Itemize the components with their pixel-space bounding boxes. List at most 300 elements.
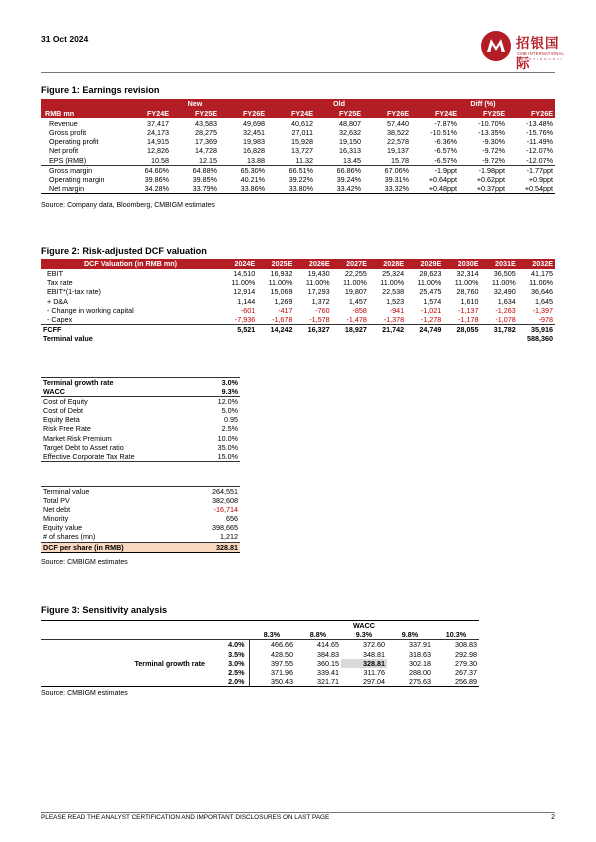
table-cell: 350.43: [249, 677, 295, 687]
fig2-source: Source: CMBIGM estimates: [41, 559, 128, 566]
table-cell: 64.60%: [123, 165, 171, 175]
column-header: FY24E: [123, 109, 171, 119]
table-cell: -7,936: [234, 315, 256, 325]
table-cell: -1,078: [495, 315, 516, 325]
table-cell: 12,914: [233, 287, 256, 297]
row-label: Net profit: [49, 146, 79, 156]
assumption-row: [41, 424, 240, 433]
table-cell: 28,275: [195, 128, 217, 137]
table-cell: +0.62ppt: [476, 175, 505, 185]
fig1-title: Figure 1: Earnings revision: [41, 85, 160, 95]
table-cell: 33.79%: [171, 184, 219, 194]
table-cell: 397.55: [271, 658, 293, 668]
row-label: Gross profit: [49, 128, 87, 137]
column-header: 2028E: [369, 259, 406, 269]
table-cell: 41,175: [531, 269, 553, 278]
table-cell: 12.15: [199, 155, 217, 165]
empty-cell: [41, 650, 209, 659]
table-cell: 33.42%: [315, 184, 363, 194]
table-row: [41, 659, 479, 668]
table-cell: 39.85%: [192, 175, 217, 185]
empty-cell: [41, 677, 209, 687]
table-cell: 267.37: [455, 668, 477, 678]
column-header: FY25E: [459, 109, 507, 119]
table-cell: 49,698: [243, 118, 265, 128]
table-cell: -1,378: [383, 315, 405, 325]
table-cell: 22,578: [387, 137, 409, 147]
assumption-label: Market Risk Premium: [43, 433, 112, 443]
table-cell: 48,807: [339, 118, 361, 128]
table-row: [41, 137, 555, 146]
table-row: [41, 640, 479, 650]
table-cell: 279.30: [455, 658, 477, 668]
table-row: [41, 269, 555, 278]
table-cell: 348.81: [363, 649, 385, 659]
table-cell: 18,927: [332, 325, 369, 335]
empty-cell: [41, 630, 209, 640]
row-label: EBIT*(1-tax rate): [47, 287, 101, 297]
table-cell: -1,263: [495, 305, 516, 315]
table-cell: 15,069: [270, 287, 293, 297]
table-row: [41, 650, 479, 659]
table-cell: 67.06%: [363, 165, 411, 175]
table-row: [41, 278, 555, 287]
table-cell: 17,293: [307, 287, 330, 297]
table-cell: 21,742: [369, 325, 406, 335]
table-cell: 302.18: [409, 658, 431, 668]
table-cell: 25,324: [382, 269, 405, 278]
column-header: FY25E: [315, 109, 363, 119]
table-cell: -9.72%: [482, 155, 505, 165]
table-cell: 13.88: [247, 155, 265, 165]
column-header: FY26E: [507, 109, 555, 119]
table-cell: 43,583: [195, 118, 217, 128]
cmbi-logo: [480, 30, 570, 70]
empty-cell: [257, 334, 294, 343]
table-cell: 35,916: [518, 325, 555, 335]
valuation-label: DCF per share (in RMB): [43, 542, 124, 552]
wacc-values-row: [41, 630, 479, 640]
table-cell: -10.70%: [478, 118, 505, 128]
column-header: 2025E: [257, 259, 294, 269]
table-cell: -978: [538, 315, 553, 325]
table-cell: -1,178: [458, 315, 479, 325]
column-header: 2024E: [220, 259, 257, 269]
table-header: [41, 109, 555, 119]
table-cell: 428.50: [271, 649, 293, 659]
table-cell: 28,055: [443, 325, 480, 335]
valuation-row: [41, 523, 240, 532]
fig1-source: Source: Company data, Bloomberg, CMBIGM estimates: [41, 202, 215, 209]
table-cell: 321.71: [295, 677, 341, 687]
table-cell: 14,915: [147, 137, 169, 147]
table-row: [41, 146, 555, 155]
column-header: RMB mn: [41, 109, 123, 119]
table-cell: 28,623: [419, 269, 442, 278]
table-cell: 11.00%: [305, 278, 330, 288]
assumption-label: Terminal growth rate: [43, 378, 114, 387]
growth-rate-label: 4.0%: [209, 640, 249, 650]
table-cell: -6.57%: [434, 155, 457, 165]
table-cell: +0.37ppt: [459, 184, 507, 194]
table-cell: 14,242: [257, 325, 294, 335]
table-cell: 466.66: [271, 640, 293, 650]
wacc-value: 8.3%: [249, 630, 295, 640]
table-cell: 28,760: [456, 287, 479, 297]
assumption-value: 15.0%: [217, 451, 238, 461]
assumption-label: Target Debt to Asset ratio: [43, 442, 124, 452]
cmbi-logo-icon: [480, 30, 512, 62]
table-cell: -1,397: [532, 305, 553, 315]
table-row: [41, 315, 555, 325]
sensitivity-table: [41, 620, 479, 687]
assumption-label: Cost of Debt: [43, 406, 83, 416]
table-cell: -1,021: [420, 305, 442, 315]
table-body: [41, 640, 479, 687]
table-row: [41, 128, 555, 137]
column-header: 2032E: [518, 259, 555, 269]
assumption-value: 5.0%: [221, 406, 238, 416]
assumption-row: [41, 406, 240, 415]
column-header: FY24E: [267, 109, 315, 119]
wacc-label: WACC: [249, 621, 479, 631]
growth-rate-label: 2.5%: [209, 668, 249, 677]
table-cell: -1,137: [458, 305, 479, 315]
table-cell: 12,826: [147, 146, 169, 156]
table-cell: 27,011: [291, 128, 313, 137]
table-cell: -9.72%: [482, 146, 505, 156]
row-label: EPS (RMB): [49, 155, 87, 165]
table-cell: 24,749: [406, 325, 443, 335]
assumption-value: 0.95: [224, 415, 238, 425]
table-cell: 17,369: [195, 137, 217, 147]
valuation-row: [41, 496, 240, 505]
table-cell: -15.76%: [526, 128, 553, 137]
table-cell: 37,417: [147, 118, 169, 128]
empty-cell: [443, 334, 480, 343]
column-header: FY26E: [219, 109, 267, 119]
table-cell: 22,255: [344, 269, 367, 278]
table-cell: 24,173: [147, 128, 169, 137]
table-cell: 10.58: [151, 155, 169, 165]
assumption-row: [41, 378, 240, 387]
table-row: [41, 306, 555, 315]
page-number: 2: [551, 814, 555, 821]
table-cell: 297.04: [341, 677, 387, 687]
assumption-value: 2.5%: [221, 424, 238, 434]
fcff-row: [41, 325, 555, 335]
table-row: [41, 668, 479, 677]
table-cell: 1,574: [423, 296, 442, 306]
empty-cell: [332, 334, 369, 343]
empty-cell: [41, 640, 209, 650]
valuation-value: 382,608: [212, 496, 238, 506]
row-label: Gross margin: [41, 165, 123, 175]
fig2-title: Figure 2: Risk-adjusted DCF valuation: [41, 246, 207, 256]
table-cell: 19,137: [387, 146, 409, 156]
table-cell: 13,727: [291, 146, 313, 156]
table-cell: 288.00: [409, 668, 431, 678]
row-label: Revenue: [49, 118, 78, 128]
table-row: [41, 184, 555, 194]
table-cell: -417: [278, 305, 293, 315]
table-cell: 328.81: [341, 659, 387, 668]
table-cell: 371.96: [271, 668, 293, 678]
valuation-value: 398,665: [212, 523, 238, 533]
table-row: [41, 175, 555, 184]
table-cell: 339.41: [317, 668, 339, 678]
table-row: [41, 677, 479, 687]
table-cell: -1.77ppt: [507, 165, 555, 175]
table-cell: 65.30%: [219, 165, 267, 175]
earnings-revision-table: [41, 99, 555, 194]
valuation-value: 1,212: [220, 532, 238, 542]
table-cell: 311.76: [363, 668, 385, 678]
assumption-value: 12.0%: [217, 397, 238, 407]
group-new: New: [123, 99, 267, 109]
growth-rate-label: 3.5%: [209, 650, 249, 659]
row-label: - Capex: [47, 315, 73, 325]
table-body: [41, 269, 555, 344]
wacc-value: 9.8%: [387, 630, 433, 640]
table-cell: 39.86%: [144, 175, 169, 185]
table-cell: 39.22%: [288, 175, 313, 185]
table-cell: 11.00%: [231, 278, 256, 288]
row-label: EBIT: [47, 269, 63, 278]
table-cell: -1.9ppt: [411, 165, 459, 175]
table-cell: 11.00%: [454, 278, 479, 288]
table-cell: 5,521: [220, 325, 257, 335]
table-cell: 15.78: [391, 155, 409, 165]
table-cell: 16,327: [294, 325, 331, 335]
logo-english-text: CMB INTERNATIONAL: [517, 51, 565, 56]
table-cell: 34.28%: [123, 184, 171, 194]
table-cell: 11.00%: [343, 278, 367, 288]
valuation-row: [41, 532, 240, 541]
assumption-row: [41, 397, 240, 406]
table-row: [41, 118, 555, 128]
table-cell: 337.91: [409, 640, 431, 650]
row-label: - Change in working capital: [47, 305, 134, 315]
assumption-value: 35.0%: [217, 442, 238, 452]
table-header: [41, 259, 555, 269]
assumption-row: [41, 443, 240, 452]
column-header: FY24E: [411, 109, 459, 119]
row-label: Terminal value: [43, 334, 93, 344]
footer-disclaimer: PLEASE READ THE ANALYST CERTIFICATION AND IMPORTANT DISCLOSURES ON LAST PAGE: [41, 814, 330, 821]
empty-cell: [220, 334, 257, 343]
assumption-label: Cost of Equity: [43, 397, 88, 407]
table-cell: 292.98: [455, 649, 477, 659]
table-cell: +0.48ppt: [411, 184, 459, 194]
table-cell: -1.98ppt: [459, 165, 507, 175]
table-cell: 40,612: [291, 118, 313, 128]
valuation-label: Equity value: [43, 523, 83, 533]
table-cell: -9.30%: [482, 137, 505, 147]
row-label: Operating profit: [49, 137, 99, 147]
table-cell: -13.48%: [526, 118, 553, 128]
table-cell: 33.86%: [219, 184, 267, 194]
row-label: Operating margin: [49, 175, 105, 185]
wacc-value: 8.8%: [295, 630, 341, 640]
table-cell: 32,451: [243, 128, 265, 137]
valuation-row: [41, 514, 240, 523]
table-cell: 14,510: [233, 269, 256, 278]
valuation-label: Minority: [43, 514, 69, 524]
table-group-header: [41, 99, 555, 109]
table-cell: 19,807: [344, 287, 367, 297]
empty-cell: [481, 334, 518, 343]
table-cell: 66.86%: [315, 165, 363, 175]
table-cell: -6.36%: [434, 137, 457, 147]
growth-rate-label: 2.0%: [209, 677, 249, 687]
column-header: 2029E: [406, 259, 443, 269]
table-cell: 31,782: [481, 325, 518, 335]
table-cell: +0.64ppt: [428, 175, 457, 185]
table-cell: -760: [315, 305, 330, 315]
terminal-value-row: [41, 334, 555, 343]
table-cell: 318.63: [409, 649, 431, 659]
table-cell: 1,610: [460, 296, 479, 306]
growth-rate-label: 3.0%: [209, 659, 249, 668]
table-cell: 13.45: [343, 155, 361, 165]
row-label: FCFF: [41, 325, 220, 335]
row-label: Tax rate: [47, 278, 73, 288]
column-header: 2026E: [294, 259, 331, 269]
table-cell: -941: [389, 305, 405, 315]
valuation-row: [41, 505, 240, 514]
table-cell: 1,269: [274, 296, 293, 306]
table-cell: 32,490: [493, 287, 516, 297]
table-cell: 32,314: [456, 269, 479, 278]
table-cell: 22,538: [382, 287, 405, 297]
empty-cell: [209, 630, 249, 640]
logo-chinese-text: 招银国际: [516, 36, 560, 72]
table-cell: -1,678: [272, 315, 293, 325]
table-cell: 25,475: [419, 287, 442, 297]
dcf-assumptions: [41, 377, 240, 462]
column-header: 2030E: [443, 259, 480, 269]
table-cell: 588,360: [527, 334, 553, 344]
dcf-per-share-row: [41, 542, 240, 553]
table-cell: 36,505: [493, 269, 516, 278]
table-cell: 14,728: [195, 146, 217, 156]
fig3-source: Source: CMBIGM estimates: [41, 690, 128, 697]
assumption-row: [41, 387, 240, 397]
logo-subtext: Z H A O Y I N G U O J I: [517, 57, 563, 61]
table-cell: -7.87%: [434, 118, 457, 128]
table-cell: -11.49%: [526, 137, 553, 147]
table-body: [41, 118, 555, 194]
wacc-value: 10.3%: [433, 630, 479, 640]
table-cell: 372.60: [363, 640, 385, 650]
table-cell: 19,430: [307, 269, 330, 278]
table-cell: 38,522: [387, 128, 409, 137]
dcf-valuation-summary: [41, 486, 240, 553]
valuation-row: [41, 487, 240, 496]
valuation-value: 656: [226, 514, 238, 524]
table-cell: 308.83: [455, 640, 477, 650]
column-header: DCF Valuation (in RMB mn): [41, 259, 220, 269]
report-date: 31 Oct 2024: [41, 34, 89, 44]
table-cell: 19,983: [243, 137, 265, 147]
table-row: [41, 156, 555, 166]
table-cell: 11.00%: [417, 278, 442, 288]
column-header: 2031E: [481, 259, 518, 269]
assumption-label: Effective Corporate Tax Rate: [43, 451, 135, 461]
table-cell: -858: [352, 305, 367, 315]
table-cell: 256.89: [433, 677, 479, 687]
table-cell: 66.51%: [267, 165, 315, 175]
table-cell: 16,828: [243, 146, 265, 156]
column-header: FY26E: [363, 109, 411, 119]
table-cell: 11.00%: [268, 278, 293, 288]
row-label: + D&A: [47, 296, 68, 306]
table-cell: 414.65: [317, 640, 339, 650]
table-cell: -1,278: [420, 315, 442, 325]
table-cell: 360.15: [317, 658, 339, 668]
assumption-label: WACC: [43, 387, 65, 397]
table-cell: 11.00%: [380, 278, 405, 288]
table-cell: -12.07%: [526, 146, 553, 156]
table-cell: +0.54ppt: [507, 184, 555, 194]
valuation-label: Total PV: [43, 496, 70, 506]
empty-cell: [41, 668, 209, 677]
table-cell: 40.21%: [240, 175, 265, 185]
row-group-label: Terminal growth rate: [134, 658, 205, 668]
group-old: Old: [267, 99, 411, 109]
valuation-value: 328.81: [216, 542, 238, 552]
valuation-value: -16,714: [213, 505, 238, 515]
table-cell: 1,634: [497, 296, 516, 306]
table-cell: +0.9ppt: [528, 175, 553, 185]
table-cell: 11.00%: [529, 278, 553, 288]
table-cell: 33.80%: [267, 184, 315, 194]
valuation-value: 264,551: [212, 487, 238, 496]
empty-cell: [369, 334, 406, 343]
table-cell: 11.00%: [491, 278, 516, 288]
assumption-row: [41, 415, 240, 424]
group-diff: Diff (%): [411, 99, 555, 109]
table-cell: -601: [240, 305, 256, 315]
table-cell: -13.35%: [478, 128, 505, 137]
footer-rule: [41, 812, 555, 813]
table-cell: -12.07%: [526, 155, 553, 165]
wacc-value: 9.3%: [341, 630, 387, 640]
table-cell: 16,932: [270, 269, 293, 278]
table-cell: 32,632: [339, 128, 361, 137]
fig3-title: Figure 3: Sensitivity analysis: [41, 605, 168, 615]
table-cell: -10.51%: [430, 128, 457, 137]
table-cell: -1,578: [309, 315, 330, 325]
table-cell: 1,144: [237, 296, 256, 306]
table-cell: 15,928: [291, 137, 313, 147]
assumption-label: Equity Beta: [43, 415, 80, 425]
wacc-header: [41, 621, 479, 631]
valuation-label: Terminal value: [43, 487, 90, 496]
assumption-row: [41, 452, 240, 461]
valuation-label: # of shares (mn): [43, 532, 96, 542]
row-label: Net margin: [41, 184, 123, 194]
table-cell: 39.24%: [336, 175, 361, 185]
table-cell: -1,478: [346, 315, 367, 325]
empty-cell: [294, 334, 331, 343]
table-cell: 36,646: [531, 287, 553, 297]
assumption-label: Risk Free Rate: [43, 424, 91, 434]
table-cell: 384.83: [317, 649, 339, 659]
table-cell: 19,150: [339, 137, 361, 147]
assumption-value: 3.0%: [221, 378, 238, 387]
